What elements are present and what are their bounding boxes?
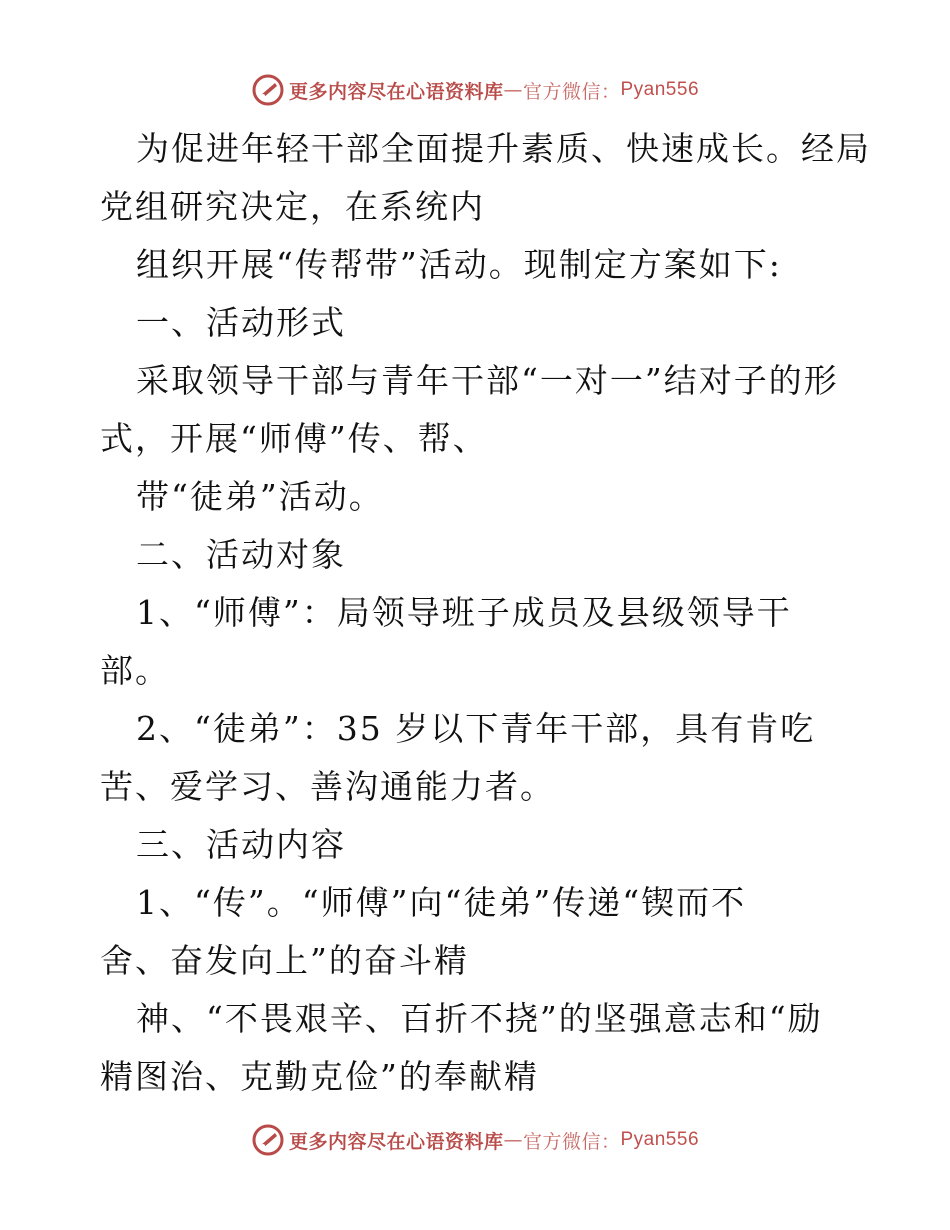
paragraph-line: 带“徒弟”活动。 <box>136 477 384 516</box>
watermark-separator: — <box>503 79 523 101</box>
paragraph-line: 式，开展“师傅”传、帮、 <box>100 419 488 458</box>
paragraph-line: 1、“师傅”：局领导班子成员及县级领导干 <box>136 593 792 632</box>
watermark-sub: 官方微信： <box>522 80 621 103</box>
document-body <box>100 120 871 1106</box>
logo-icon <box>251 1123 285 1157</box>
paragraph-line: 神、“不畏艰辛、百折不挠”的坚强意志和“励 <box>136 999 823 1038</box>
paragraph-line: 组织开展“传帮带”活动。现制定方案如下: <box>136 245 782 284</box>
paragraph-line: 苦、爱学习、善沟通能力者。 <box>100 767 555 806</box>
watermark-brand: 更多内容尽在心语资料库 <box>288 80 504 103</box>
paragraph-line: 党组研究决定，在系统内 <box>100 187 485 226</box>
paragraph-line: 舍、奋发向上”的奋斗精 <box>100 941 469 980</box>
watermark-separator: — <box>503 1129 523 1151</box>
section-heading: 一、活动形式 <box>136 303 346 342</box>
paragraph-line: 采取领导干部与青年干部“一对一”结对子的形 <box>136 361 839 400</box>
paragraph-line: 为促进年轻干部全面提升素质、快速成长。经局 <box>136 129 871 168</box>
paragraph-line: 1、“传”。“师傅”向“徒弟”传递“锲而不 <box>136 883 747 922</box>
paragraph-line: 精图治、克勤克俭”的奉献精 <box>100 1057 539 1096</box>
watermark-id: Pyan556 <box>620 79 700 100</box>
section-heading: 二、活动对象 <box>136 535 346 574</box>
footer-watermark <box>0 1120 950 1160</box>
paragraph-line: 部。 <box>100 651 170 690</box>
header-watermark <box>0 70 950 110</box>
watermark-sub: 官方微信： <box>522 1130 621 1153</box>
watermark-id: Pyan556 <box>620 1129 700 1150</box>
logo-icon <box>251 73 285 107</box>
section-heading: 三、活动内容 <box>136 825 346 864</box>
paragraph-line: 2、“徒弟”：35 岁以下青年干部，具有肯吃 <box>136 709 816 748</box>
watermark-brand: 更多内容尽在心语资料库 <box>288 1130 504 1153</box>
